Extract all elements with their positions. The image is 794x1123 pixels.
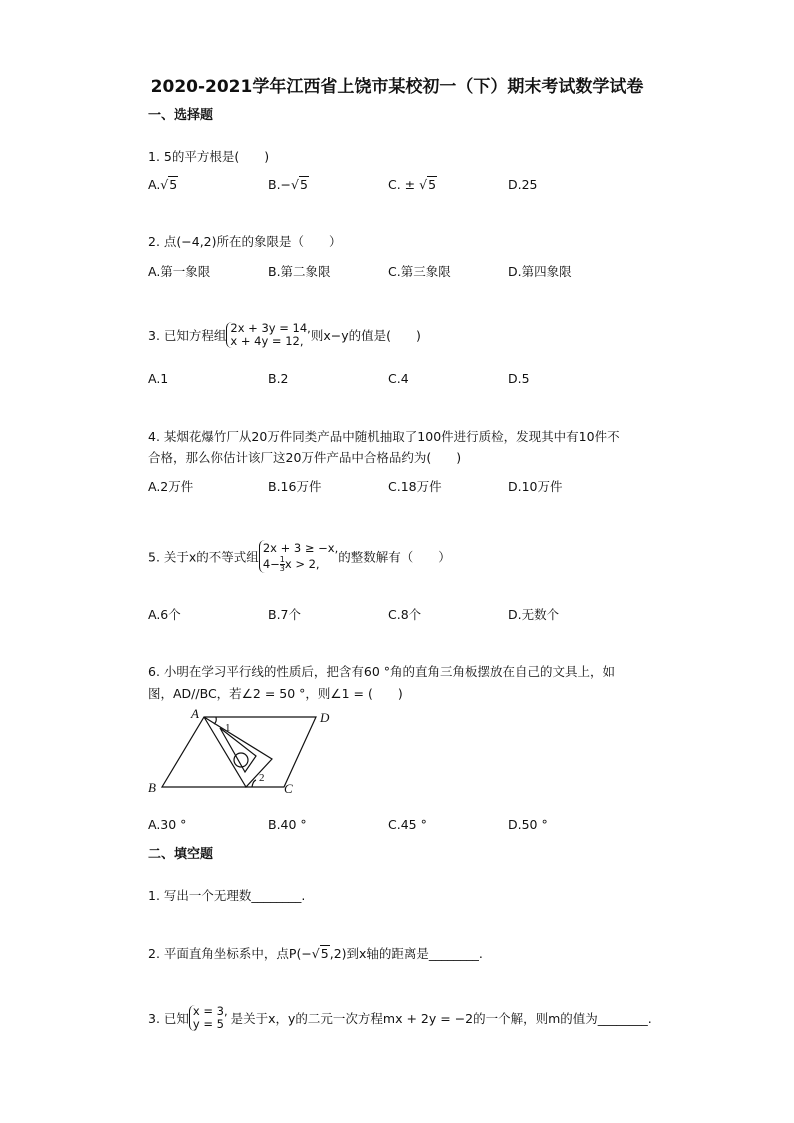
- label-angle-2: 2: [259, 772, 265, 784]
- question-4-line-1: 4. 某烟花爆竹厂从20万件同类产品中随机抽取了100件进行质检，发现其中有10件不: [148, 429, 620, 444]
- triangle-ruler-inner-cutout: [220, 728, 256, 772]
- question-5-stem: 5. 关于x的不等式组 2x + 3 ≥ −x, 4− $\frac{1}{3}$ x > 2, 的整数解有（ ）: [148, 541, 451, 573]
- q3-option-b: B.2: [268, 371, 289, 386]
- q5-option-b: B.7个: [268, 607, 302, 622]
- q5-option-a: A.6个: [148, 607, 181, 622]
- q2-option-b: B.第二象限: [268, 264, 331, 279]
- section-heading-choice: 一、选择题: [148, 108, 214, 123]
- question-4-line-2: 合格，那么你估计该厂这20万件产品中合格品约为( ): [148, 450, 462, 465]
- label-a: A: [191, 706, 199, 721]
- page-title: 2020-2021学年江西省上饶市某校初一（下）期末考试数学试卷: [150, 77, 644, 97]
- label-d: D: [320, 710, 330, 725]
- q2-option-d: D.第四象限: [508, 264, 572, 279]
- q2-option-c: C.第三象限: [388, 264, 451, 279]
- q1-option-a: A.√5: [148, 177, 178, 192]
- q3-equation-system: 2x + 3y = 14, x + 4y = 12,: [226, 322, 310, 348]
- q6-option-d: D.50 °: [508, 817, 548, 832]
- question-6-line-1: 6. 小明在学习平行线的性质后，把含有60 °角的直角三角板摆放在自己的文具上，如: [148, 664, 616, 679]
- label-b: B: [148, 780, 156, 795]
- q2-option-a: A.第一象限: [148, 264, 211, 279]
- parallelogram-abcd: [162, 717, 316, 787]
- q4-option-d: D.10万件: [508, 479, 563, 494]
- angle-2-arc: [252, 780, 256, 787]
- q3-option-c: C.4: [388, 371, 409, 386]
- q5-option-c: C.8个: [388, 607, 422, 622]
- q5-inequality-system: 2x + 3 ≥ −x, 4− $\frac{1}{3}$ x > 2,: [259, 540, 338, 573]
- question-6-line-2: 图，AD//BC，若∠2 = 50 °，则∠1 = ( ): [148, 686, 403, 701]
- q3-option-a: A.1: [148, 371, 169, 386]
- q1-option-d: D.25: [508, 177, 538, 192]
- q4-option-c: C.18万件: [388, 479, 442, 494]
- label-angle-1: 1: [225, 722, 231, 734]
- parallelogram-triangle-figure: [140, 700, 350, 802]
- fill-question-3: 3. 已知 x = 3, y = 5 是关于x，y的二元一次方程mx + 2y = −2的一个解，则m的值为________.: [148, 1004, 652, 1031]
- question-1-stem: 1. 5的平方根是( ): [148, 149, 270, 164]
- q6-option-c: C.45 °: [388, 817, 427, 832]
- fill-question-1: 1. 写出一个无理数________.: [148, 888, 306, 903]
- q4-option-b: B.16万件: [268, 479, 322, 494]
- question-3-stem: 3. 已知方程组 2x + 3y = 14, x + 4y = 12, 则x−y的值是( ): [148, 321, 421, 348]
- q4-option-a: A.2万件: [148, 479, 194, 494]
- q1-option-c: C. ± √5: [388, 177, 437, 192]
- q6-option-b: B.40 °: [268, 817, 307, 832]
- q1-option-b: B.−√5: [268, 177, 308, 192]
- q6-option-a: A.30 °: [148, 817, 187, 832]
- q5-option-d: D.无数个: [508, 607, 560, 622]
- f3-equation-system: x = 3, y = 5: [189, 1005, 228, 1031]
- section-heading-fill: 二、填空题: [148, 847, 214, 862]
- fill-question-2: 2. 平面直角坐标系中，点P(−√5,2)到x轴的距离是________.: [148, 946, 483, 961]
- label-c: C: [284, 781, 293, 796]
- q3-option-d: D.5: [508, 371, 530, 386]
- question-2-stem: 2. 点(−4,2)所在的象限是（ ）: [148, 234, 342, 249]
